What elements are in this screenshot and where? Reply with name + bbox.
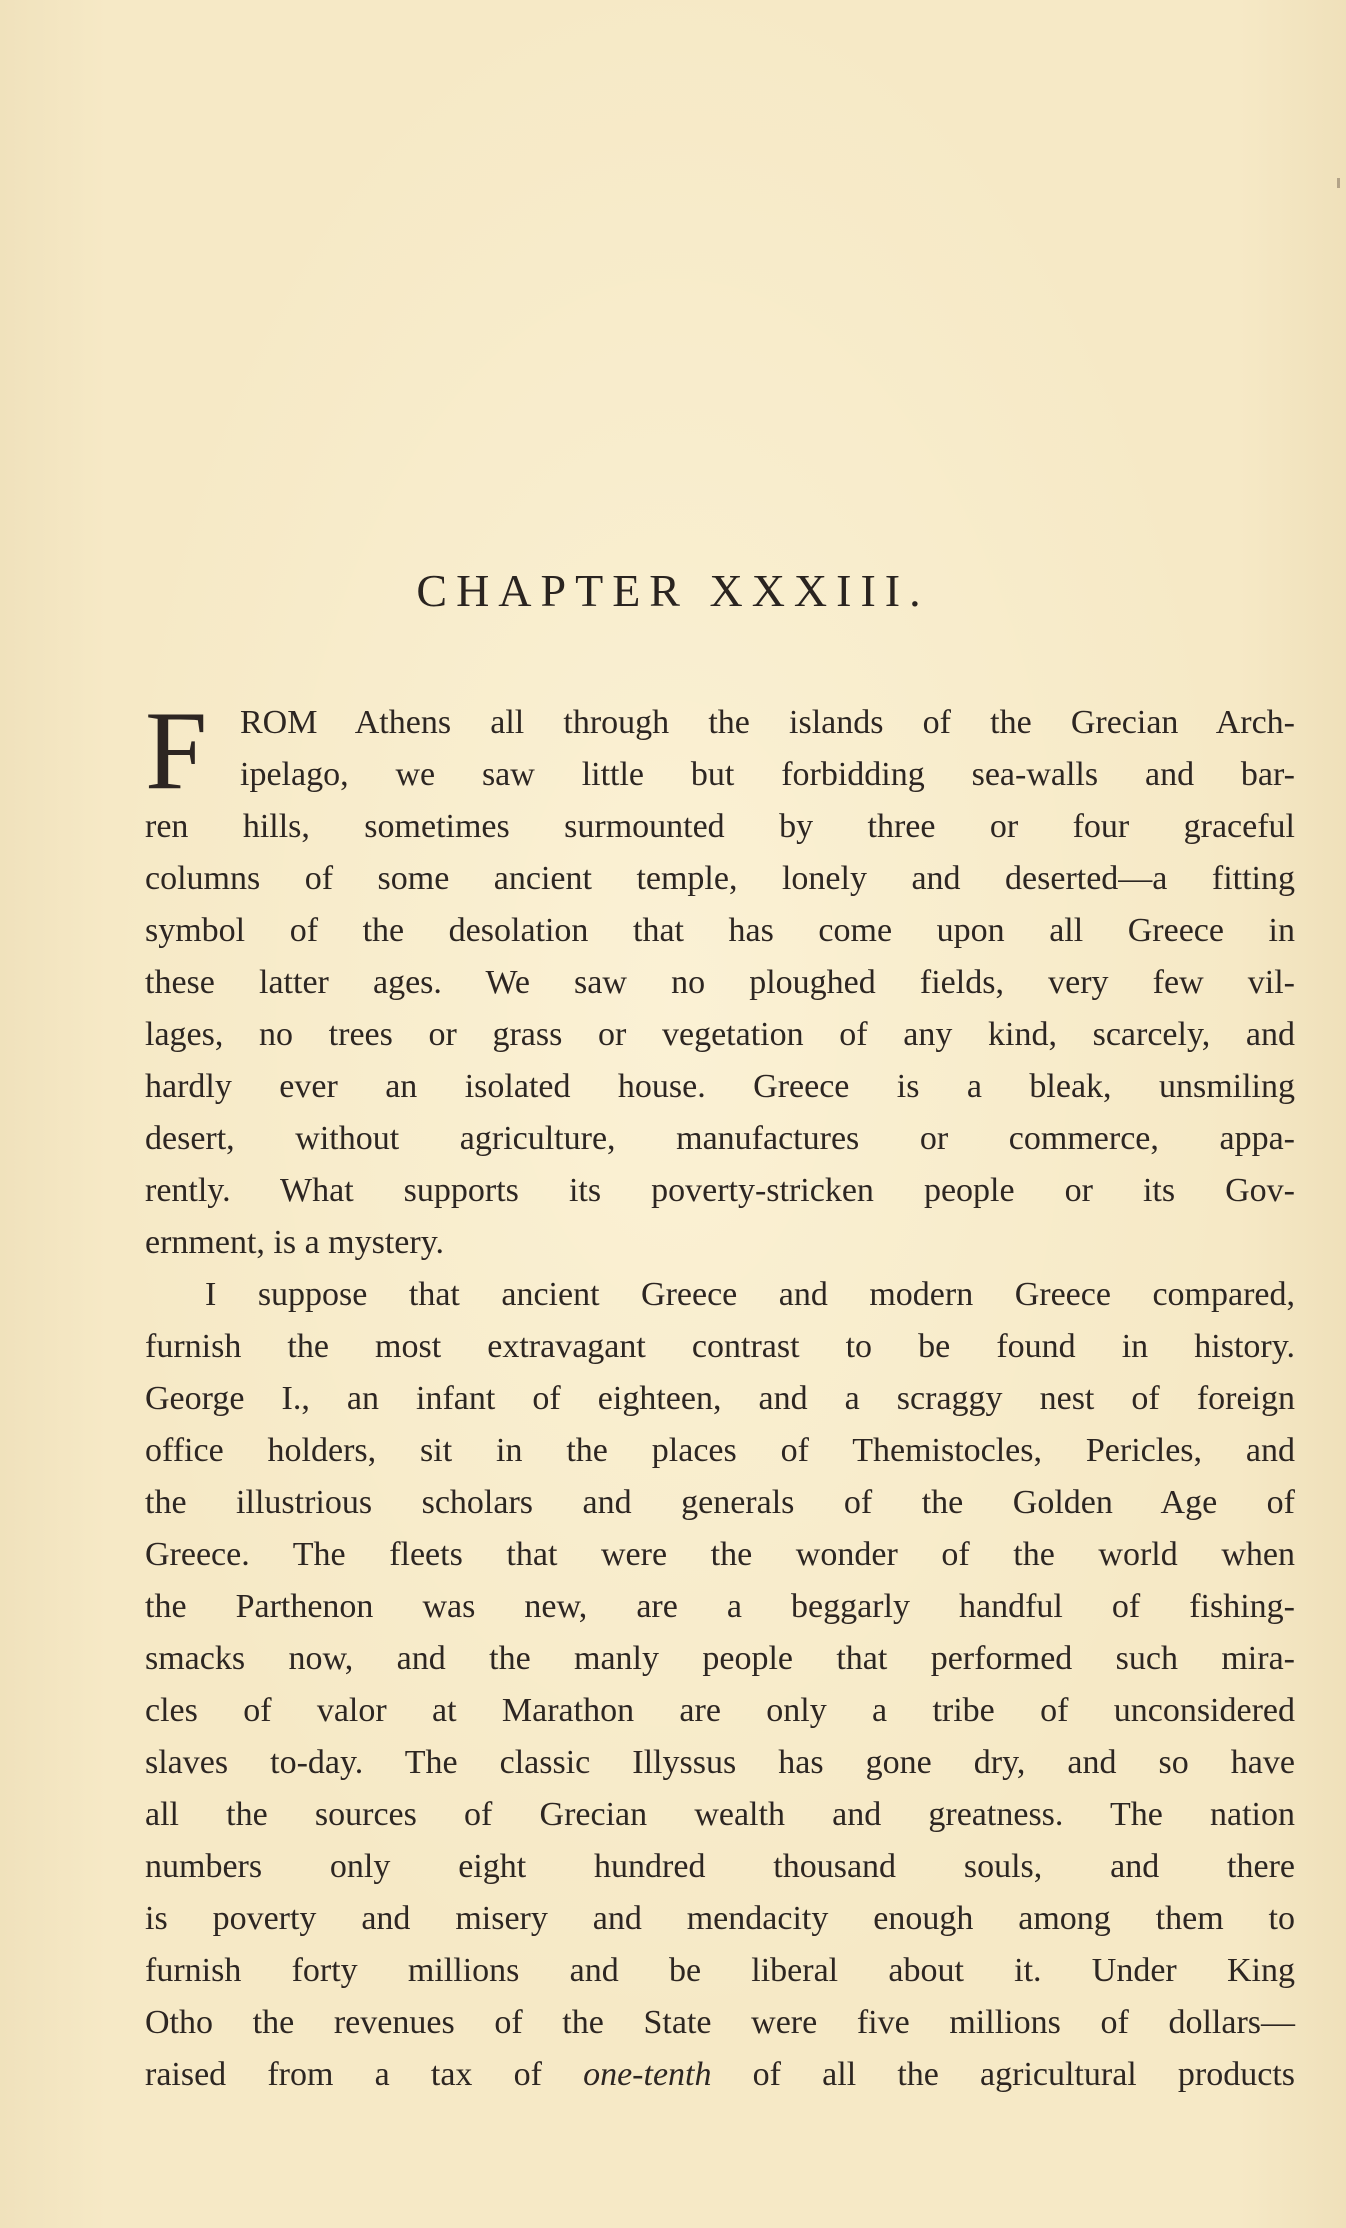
text-line: furnish forty millions and be liberal about it. Under King (145, 1952, 1295, 1989)
chapter-heading: CHAPTER XXXIII. (416, 565, 930, 616)
text-line: the illustrious scholars and generals of the Golden Age of (145, 1484, 1295, 1521)
text-line: is poverty and misery and mendacity enough among them to (145, 1900, 1295, 1937)
italic-emphasis: one-tenth (583, 2056, 712, 2093)
chapter-body (145, 689, 1295, 2101)
text-line: lages, no trees or grass or vegetation of any kind, scarcely, and (145, 1016, 1295, 1053)
text-line: columns of some ancient temple, lonely and deserted—a fitting (145, 860, 1295, 897)
text-line: George I., an infant of eighteen, and a scraggy nest of foreign (145, 1380, 1295, 1417)
text-line: Otho the revenues of the State were five millions of dollars— (145, 2004, 1295, 2041)
text-line: hardly ever an isolated house. Greece is a bleak, unsmiling (145, 1068, 1295, 1105)
text-line: symbol of the desolation that has come upon all Greece in (145, 912, 1295, 949)
text-line: ernment, is a mystery. (145, 1224, 444, 1261)
page-edge-mark (1337, 178, 1340, 188)
text-line: slaves to-day. The classic Illyssus has gone dry, and so have (145, 1744, 1295, 1781)
text-line: smacks now, and the manly people that performed such mira- (145, 1640, 1295, 1677)
text-line-final (145, 2049, 1295, 2101)
text-line: Greece. The fleets that were the wonder of the world when (145, 1536, 1295, 1573)
text-line: desert, without agriculture, manufactures or commerce, appa- (145, 1120, 1295, 1157)
text-line: ipelago, we saw little but forbidding sea-walls and bar- (240, 756, 1295, 793)
text-line: ren hills, sometimes surmounted by three or four graceful (145, 808, 1295, 845)
text-line: office holders, sit in the places of Themistocles, Pericles, and (145, 1432, 1295, 1469)
text-line: I suppose that ancient Greece and modern Greece compared, (205, 1276, 1295, 1313)
text-line: all the sources of Grecian wealth and greatness. The nation (145, 1796, 1295, 1833)
text-line: ROM Athens all through the islands of the Grecian Arch- (240, 704, 1295, 741)
text-line: numbers only eight hundred thousand souls, and there (145, 1848, 1295, 1885)
drop-cap-letter: F (145, 689, 208, 813)
text-segment: raised from a tax of (145, 2056, 584, 2093)
text-line: furnish the most extravagant contrast to be found in history. (145, 1328, 1295, 1365)
text-segment: of all the agricultural products (711, 2056, 1295, 2093)
text-line: rently. What supports its poverty-stricken people or its Gov- (145, 1172, 1295, 1209)
text-line: the Parthenon was new, are a beggarly handful of fishing- (145, 1588, 1295, 1625)
text-line: cles of valor at Marathon are only a tribe of unconsidered (145, 1692, 1295, 1729)
text-line: these latter ages. We saw no ploughed fields, very few vil- (145, 964, 1295, 1001)
